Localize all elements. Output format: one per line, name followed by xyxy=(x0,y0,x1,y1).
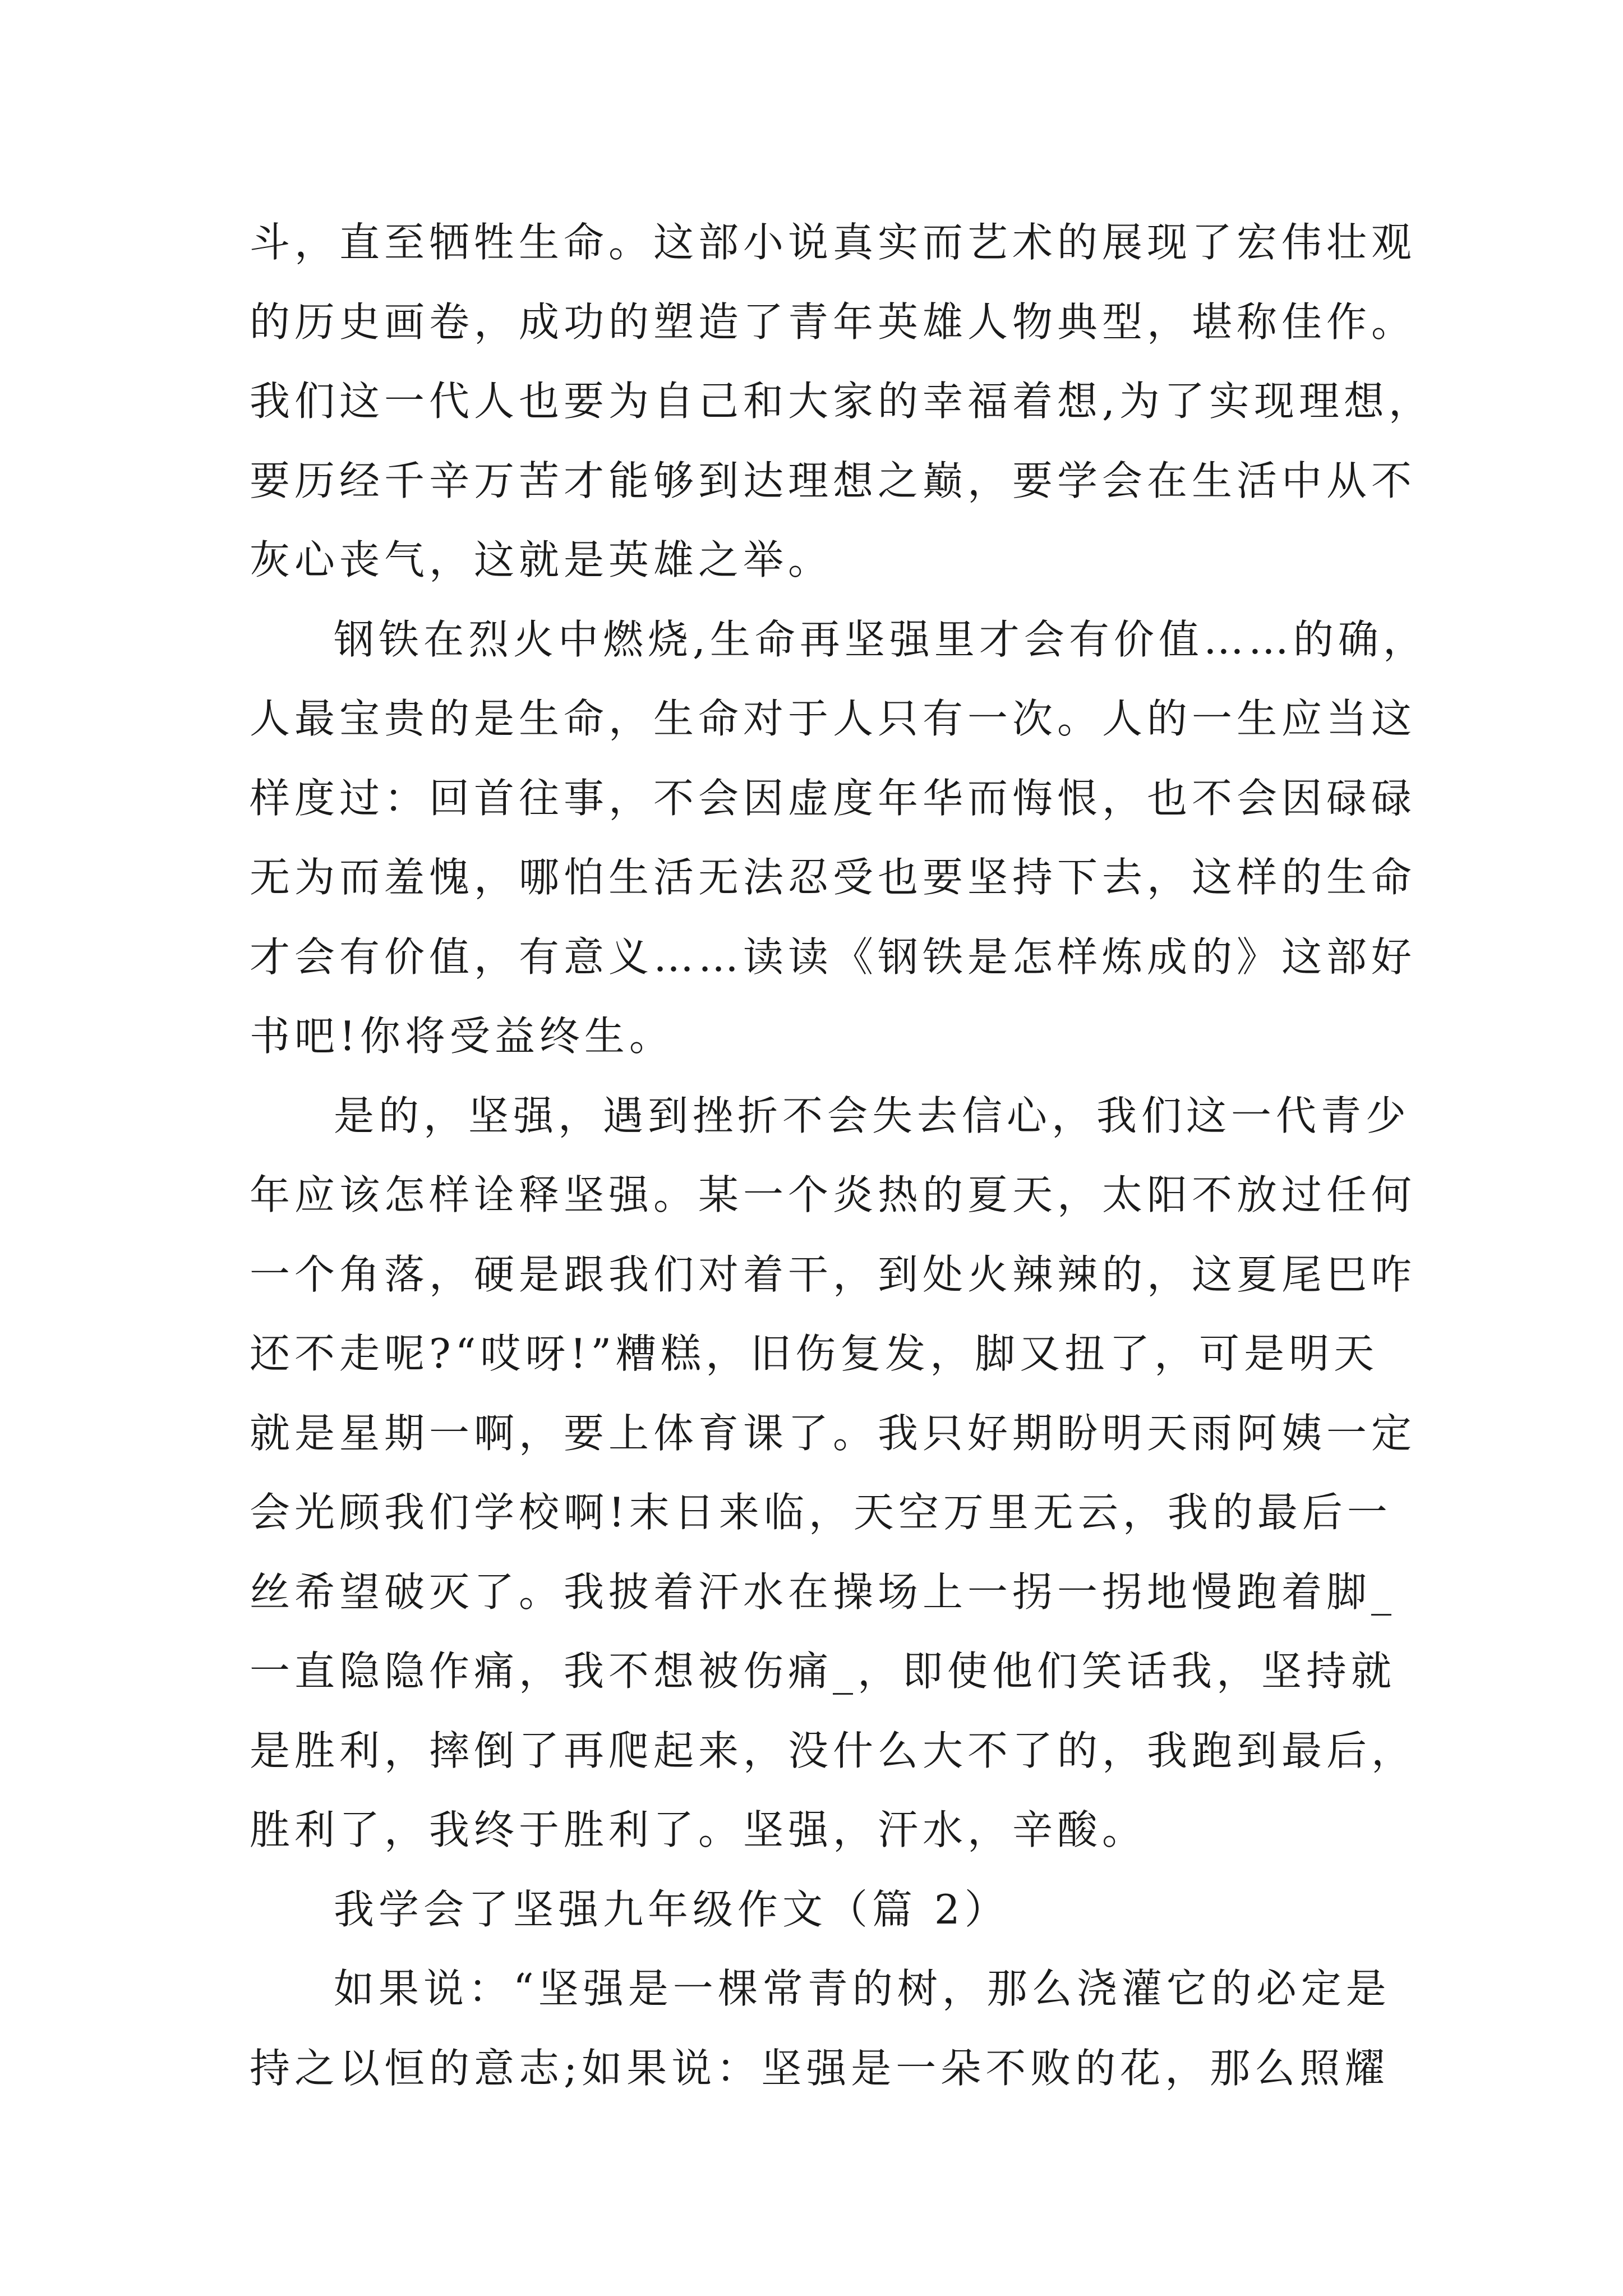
text-line: 一个角落，硬是跟我们对着干，到处火辣辣的，这夏尾巴咋 xyxy=(250,1250,1417,1298)
essay-body xyxy=(250,203,1433,2108)
paragraph-first-line: 钢铁在烈火中燃烧,生命再坚强里才会有价值……的确， xyxy=(334,615,1428,663)
text-line: 才会有价值，有意义……读读《钢铁是怎样炼成的》这部好 xyxy=(250,933,1417,981)
text-line: 要历经千辛万苦才能够到达理想之巅，要学会在生活中从不 xyxy=(250,457,1417,504)
text-line: 人最宝贵的是生命，生命对于人只有一次。人的一生应当这 xyxy=(250,695,1417,742)
text-line: 样度过：回首往事，不会因虚度年华而悔恨，也不会因碌碌 xyxy=(250,774,1417,822)
text-line: 的历史画卷，成功的塑造了青年英雄人物典型，堪称佳作。 xyxy=(250,298,1417,346)
text-line: 一直隐隐作痛，我不想被伤痛_，即使他们笑话我，坚持就 xyxy=(250,1648,1396,1695)
text-line: 年应该怎样诠释坚强。某一个炎热的夏天，太阳不放过任何 xyxy=(250,1171,1417,1218)
text-line: 就是星期一啊，要上体育课了。我只好期盼明天雨阿姨一定 xyxy=(250,1409,1417,1457)
paragraph-first-line: 是的，坚强，遇到挫折不会失去信心，我们这一代青少 xyxy=(334,1092,1411,1139)
paragraph-first-line: 如果说：“坚强是一棵常青的树，那么浇灌它的必定是 xyxy=(334,1965,1391,2012)
text-line: 丝希望破灭了。我披着汗水在操场上一拐一拐地慢跑着脚_ xyxy=(250,1568,1396,1616)
text-line: 胜利了，我终于胜利了。坚强，汗水，辛酸。 xyxy=(250,1806,1147,1853)
text-line: 书吧!你将受益终生。 xyxy=(250,1013,674,1060)
text-line: 我们这一代人也要为自己和大家的幸福着想,为了实现理想， xyxy=(250,378,1433,425)
section-heading: 我学会了坚强九年级作文（篇 2） xyxy=(334,1885,1009,1933)
text-line: 无为而羞愧，哪怕生活无法忍受也要坚持下去，这样的生命 xyxy=(250,854,1417,901)
text-line: 会光顾我们学校啊!末日来临，天空万里无云，我的最后一 xyxy=(250,1489,1392,1536)
text-line: 还不走呢?“哎呀!”糟糕，旧伤复发，脚又扭了，可是明天 xyxy=(250,1330,1379,1377)
text-line: 灰心丧气，这就是英雄之举。 xyxy=(250,536,833,583)
text-line: 斗，直至牺牲生命。这部小说真实而艺术的展现了宏伟壮观 xyxy=(250,219,1417,266)
text-line: 持之以恒的意志;如果说：坚强是一朵不败的花，那么照耀 xyxy=(250,2044,1390,2092)
text-line: 是胜利，摔倒了再爬起来，没什么大不了的，我跑到最后， xyxy=(250,1727,1417,1774)
